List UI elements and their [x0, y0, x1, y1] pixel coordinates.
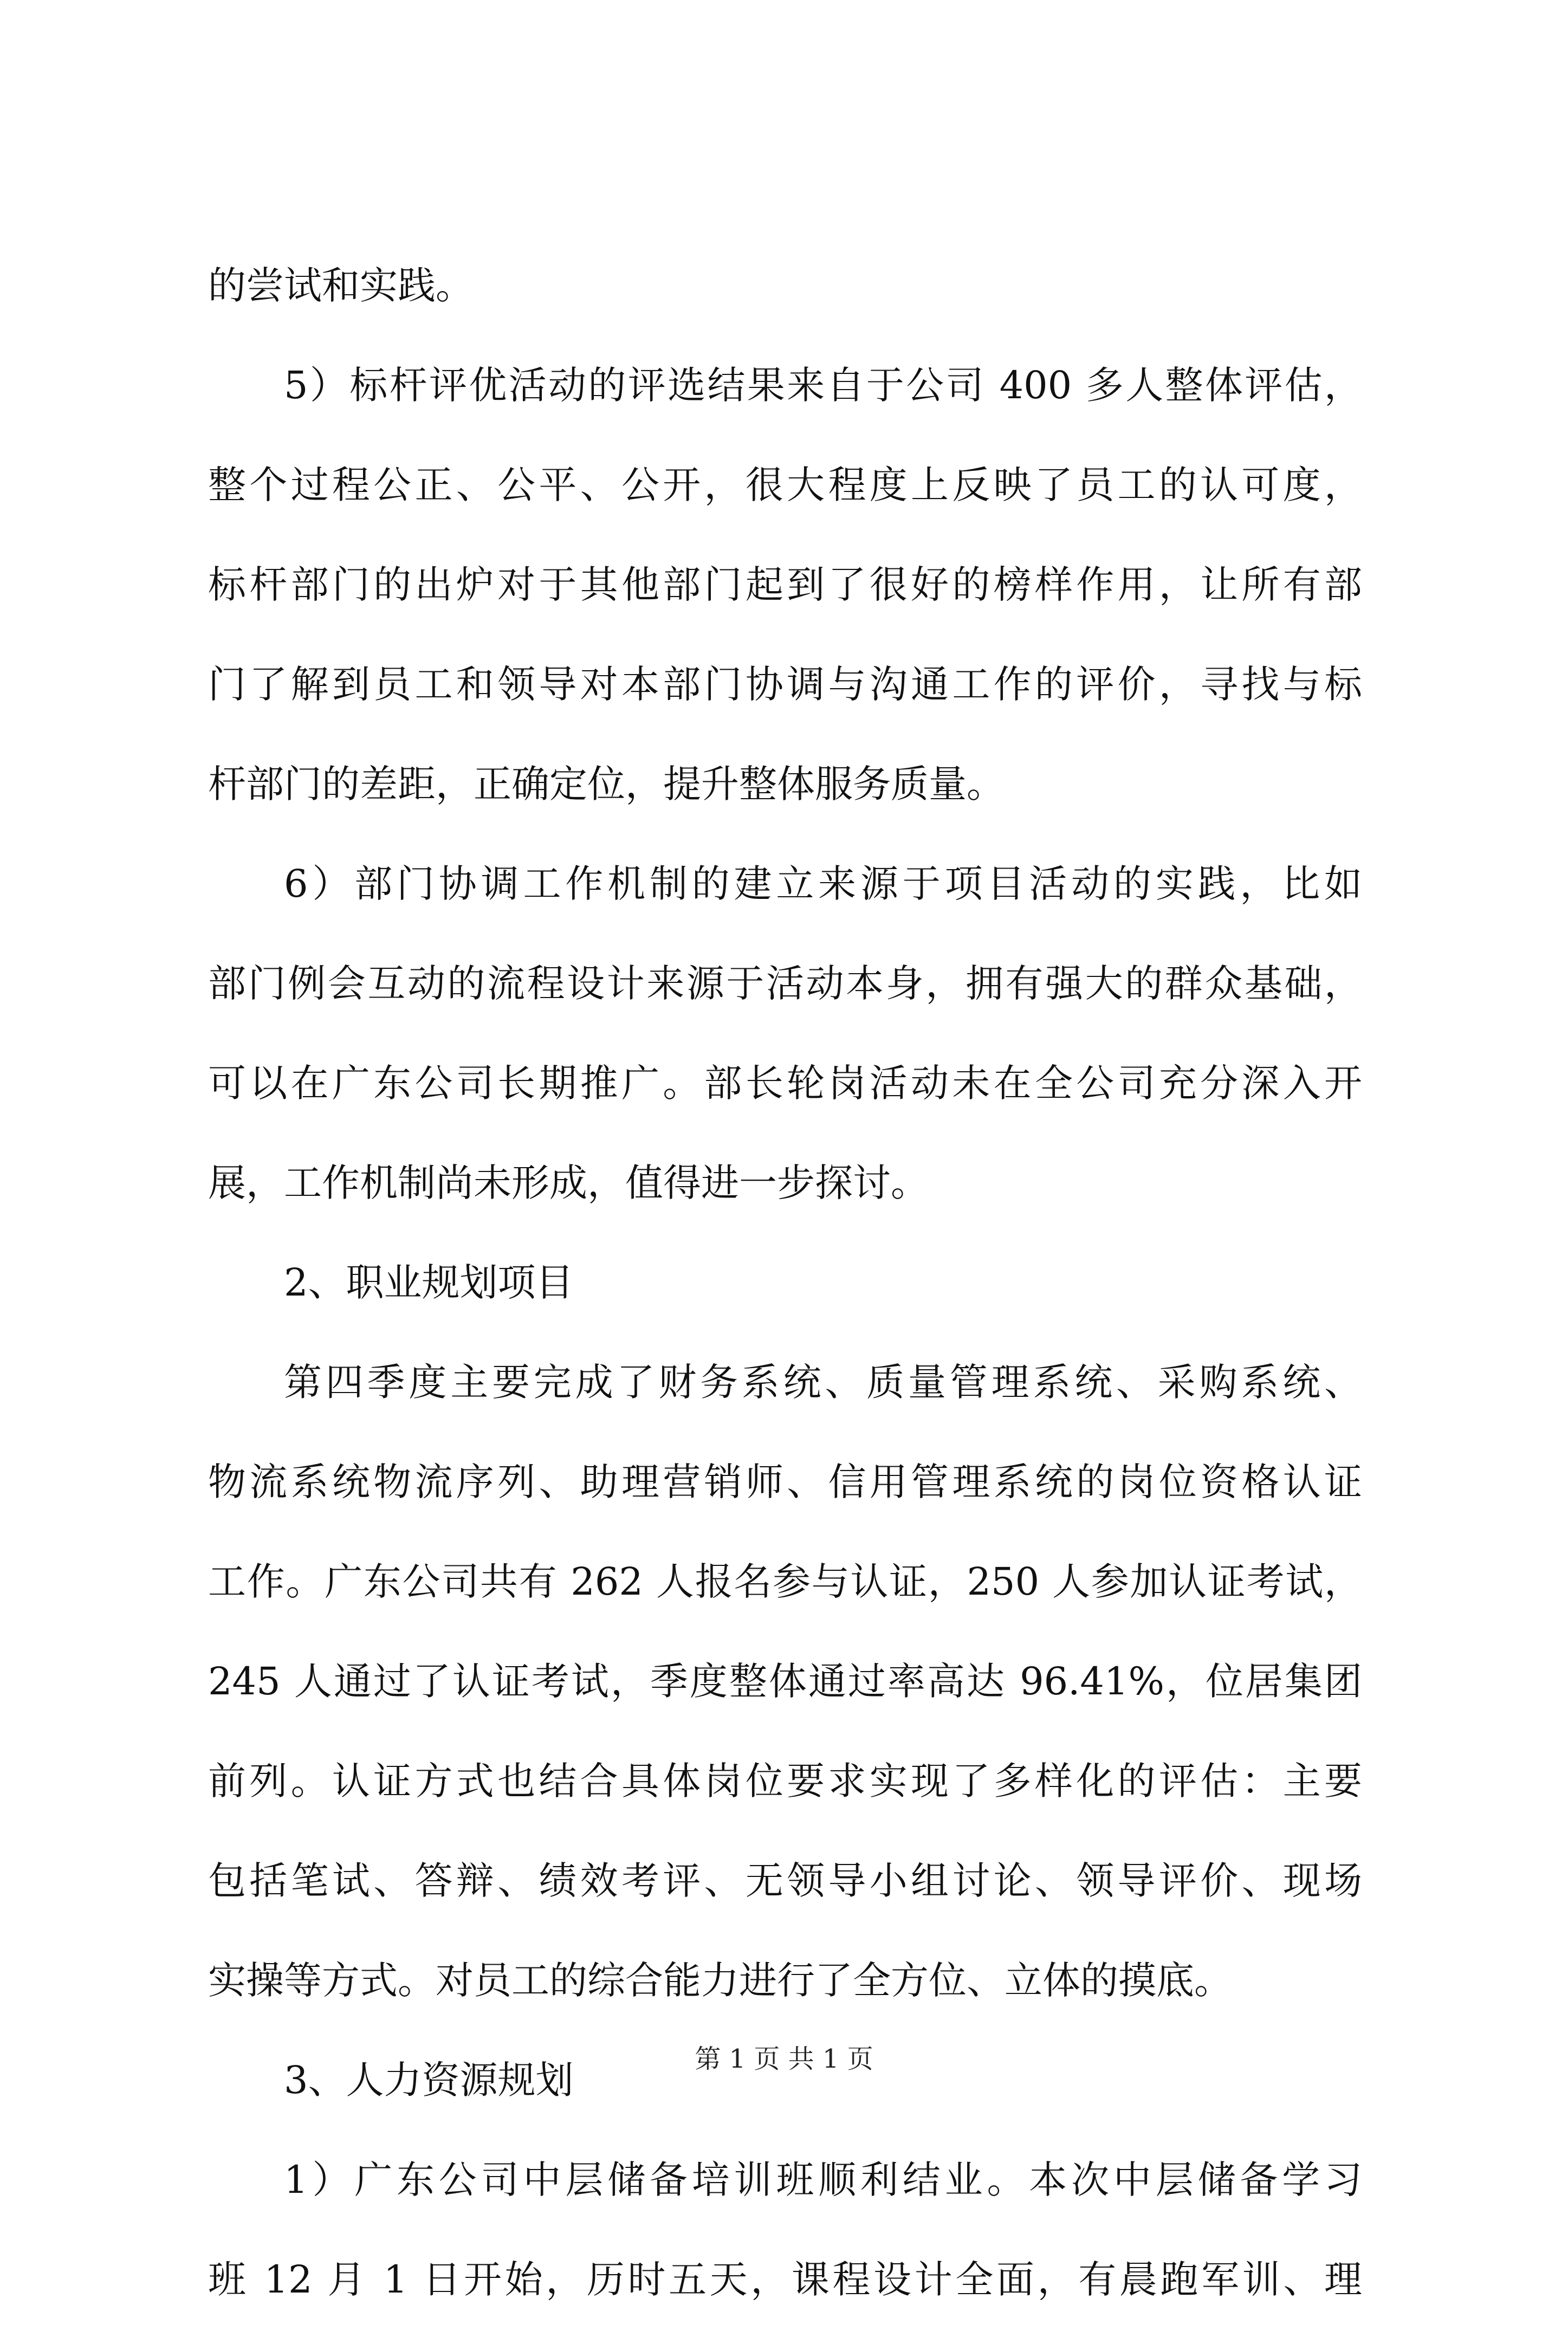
text-line: 第四季度主要完成了财务系统、质量管理系统、采购系统、	[284, 1360, 1362, 1404]
text-line: 标杆部门的出炉对于其他部门起到了很好的榜样作用，让所有部	[208, 562, 1362, 607]
text-line: 展，工作机制尚未形成，值得进一步探讨。	[208, 1161, 929, 1205]
text-line: 245 人通过了认证考试，季度整体通过率高达 96.41%，位居集团	[208, 1659, 1362, 1704]
text-line: 实操等方式。对员工的综合能力进行了全方位、立体的摸底。	[208, 1958, 1232, 2003]
text-line: 整个过程公正、公平、公开，很大程度上反映了员工的认可度，	[208, 463, 1362, 507]
text-line: 包括笔试、答辩、绩效考评、无领导小组讨论、领导评价、现场	[208, 1859, 1362, 1903]
text-line: 物流系统物流序列、助理营销师、信用管理系统的岗位资格认证	[208, 1460, 1362, 1504]
text-line: 工作。广东公司共有 262 人报名参与认证，250 人参加认证考试，	[208, 1559, 1362, 1604]
text-line: 的尝试和实践。	[208, 263, 474, 308]
text-line: 门了解到员工和领导对本部门协调与沟通工作的评价，寻找与标	[208, 662, 1362, 707]
section-heading: 3、人力资源规划	[284, 2058, 574, 2102]
page-footer: 第 1 页 共 1 页	[695, 2044, 873, 2074]
text-line: 1）广东公司中层储备培训班顺利结业。本次中层储备学习	[284, 2158, 1362, 2202]
document-body	[208, 250, 1362, 2344]
text-line: 可以在广东公司长期推广。部长轮岗活动未在全公司充分深入开	[208, 1061, 1362, 1105]
text-line: 杆部门的差距，正确定位，提升整体服务质量。	[208, 762, 1005, 806]
text-line: 5）标杆评优活动的评选结果来自于公司 400 多人整体评估，	[284, 363, 1362, 407]
text-line: 班 12 月 1 日开始，历时五天，课程设计全面，有晨跑军训、理	[208, 2257, 1362, 2302]
text-line: 部门例会互动的流程设计来源于活动本身，拥有强大的群众基础，	[208, 961, 1362, 1006]
section-heading: 2、职业规划项目	[284, 1260, 574, 1305]
text-line: 前列。认证方式也结合具体岗位要求实现了多样化的评估：主要	[208, 1759, 1362, 1803]
text-line: 6）部门协调工作机制的建立来源于项目活动的实践，比如	[284, 862, 1362, 906]
